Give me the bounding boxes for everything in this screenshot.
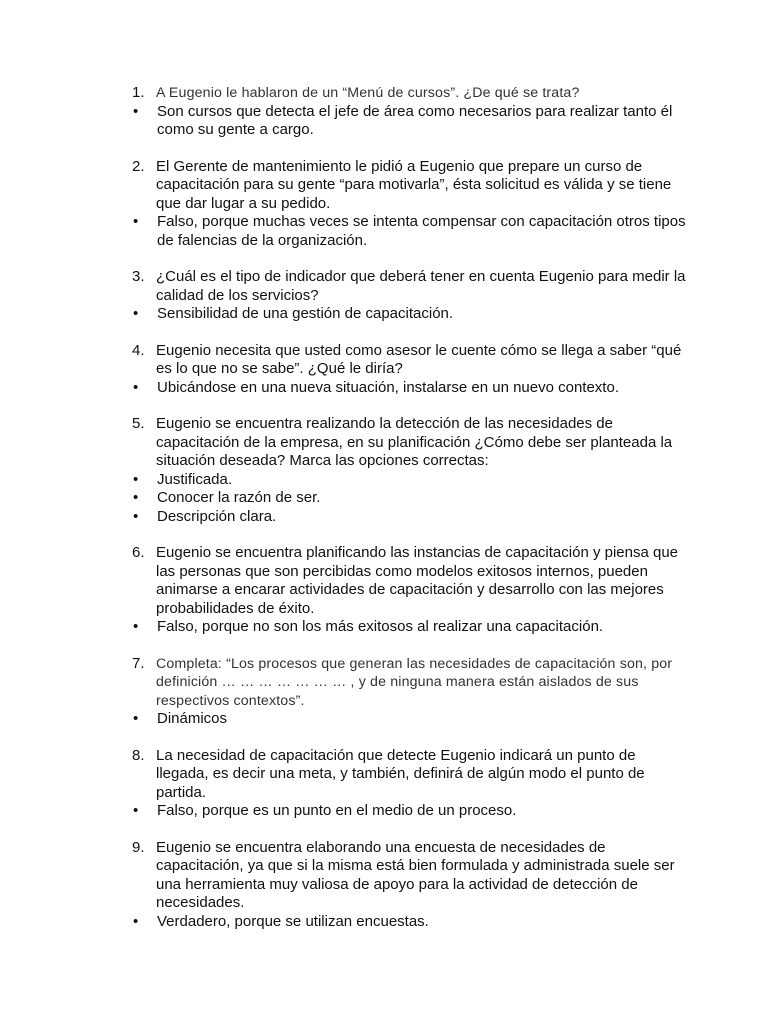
answer-text: Dinámicos [157,710,228,727]
question-item-2 [132,158,692,251]
answer-text: Falso, porque no son los más exitosos al realizar una capacitación. [157,618,604,635]
answer-6 [132,618,692,637]
question-text: A Eugenio le hablaron de un “Menú de cursos”. ¿De qué se trata? [156,85,580,101]
question-text: Completa: “Los procesos que generan las necesidades de capacitación son, por definición … … … … … … … , y de ninguna manera están aislados de sus respectivos contextos”. [156,655,673,709]
answer-text: Descripción clara. [157,507,277,525]
bullet-icon: • [133,489,139,506]
bullet-icon: • [133,470,139,488]
question-item-3 [132,268,692,324]
bullet-icon: • [133,802,139,819]
bullet-icon: • [133,507,139,525]
answer-text: Son cursos que detecta el jefe de área como necesarios para realizar tanto él como su gente a cargo. [157,102,673,138]
question-number: 8. [132,746,145,764]
answer-2 [132,213,692,250]
answer-text: Justificada. [157,470,233,488]
bullet-icon: • [133,710,139,727]
bullet-icon: • [133,305,139,322]
question-item-1 [132,84,692,140]
bullet-icon: • [133,378,139,396]
bullet-icon: • [133,618,139,635]
answer-text: Falso, porque es un punto en el medio de un proceso. [157,802,517,819]
answer-text: Conocer la razón de ser. [157,489,321,506]
question-9 [132,839,692,913]
question-8 [132,747,692,803]
question-4 [132,342,692,379]
question-5 [132,415,692,471]
question-text: Eugenio se encuentra realizando la detección de las necesidades de capacitación de la empresa, en su planificación ¿Cómo debe ser planteada la situación deseada? Marca las opciones correctas: [156,415,673,469]
answer-9 [132,913,692,932]
question-item-4 [132,342,692,398]
answer-3 [132,305,692,324]
question-number: 7. [132,654,145,672]
question-number: 5. [132,415,145,432]
question-text: Eugenio se encuentra elaborando una encuesta de necesidades de capacitación, ya que si la misma está bien formulada y administrada suele ser una herramienta muy valiosa de apoyo para la actividad de detección de necesidades. [156,838,675,911]
question-number: 4. [132,341,145,359]
question-number: 6. [132,544,145,561]
question-item-5 [132,415,692,526]
answer-4 [132,379,692,398]
answer-text: Ubicándose en una nueva situación, instalarse en un nuevo contexto. [157,378,619,396]
question-7 [132,655,692,711]
answer-text: Sensibilidad de una gestión de capacitación. [157,305,454,322]
question-text: Eugenio se encuentra planificando las instancias de capacitación y piensa que las personas que son percibidas como modelos exitosos internos, pueden animarse a encarar actividades de capacitación y desarrollo con las mejores probabilidades de éxito. [156,544,679,617]
question-text: ¿Cuál es el tipo de indicador que deberá tener en cuenta Eugenio para medir la calidad de los servicios? [156,268,686,304]
bullet-icon: • [133,102,139,120]
bullet-icon: • [133,912,139,930]
answer-7 [132,710,692,729]
question-list [132,84,692,949]
question-1 [132,84,692,103]
answer-5c [132,508,692,527]
question-number: 9. [132,838,145,856]
answer-5b [132,489,692,508]
bullet-icon: • [133,213,139,230]
question-6 [132,544,692,618]
question-number: 1. [132,84,145,101]
question-number: 2. [132,157,145,175]
answer-5a [132,471,692,490]
question-item-6 [132,544,692,637]
question-number: 3. [132,268,145,285]
question-item-9 [132,839,692,932]
question-3 [132,268,692,305]
question-text: Eugenio necesita que usted como asesor le cuente cómo se llega a saber “qué es lo que no se sabe”. ¿Qué le diría? [156,341,682,377]
question-text: El Gerente de mantenimiento le pidió a Eugenio que prepare un curso de capacitación para su gente “para motivarla”, ésta solicitud es válida y se tiene que dar lugar a su pedido. [156,157,672,212]
answer-text: Verdadero, porque se utilizan encuestas. [157,912,429,930]
question-item-8 [132,747,692,821]
answer-8 [132,802,692,821]
question-2 [132,158,692,214]
question-item-7 [132,655,692,729]
answer-1 [132,103,692,140]
question-text: La necesidad de capacitación que detecte Eugenio indicará un punto de llegada, es decir una meta, y también, definirá de algún modo el punto de partida. [156,746,645,801]
answer-text: Falso, porque muchas veces se intenta compensar con capacitación otros tipos de falencias de la organización. [157,213,686,249]
